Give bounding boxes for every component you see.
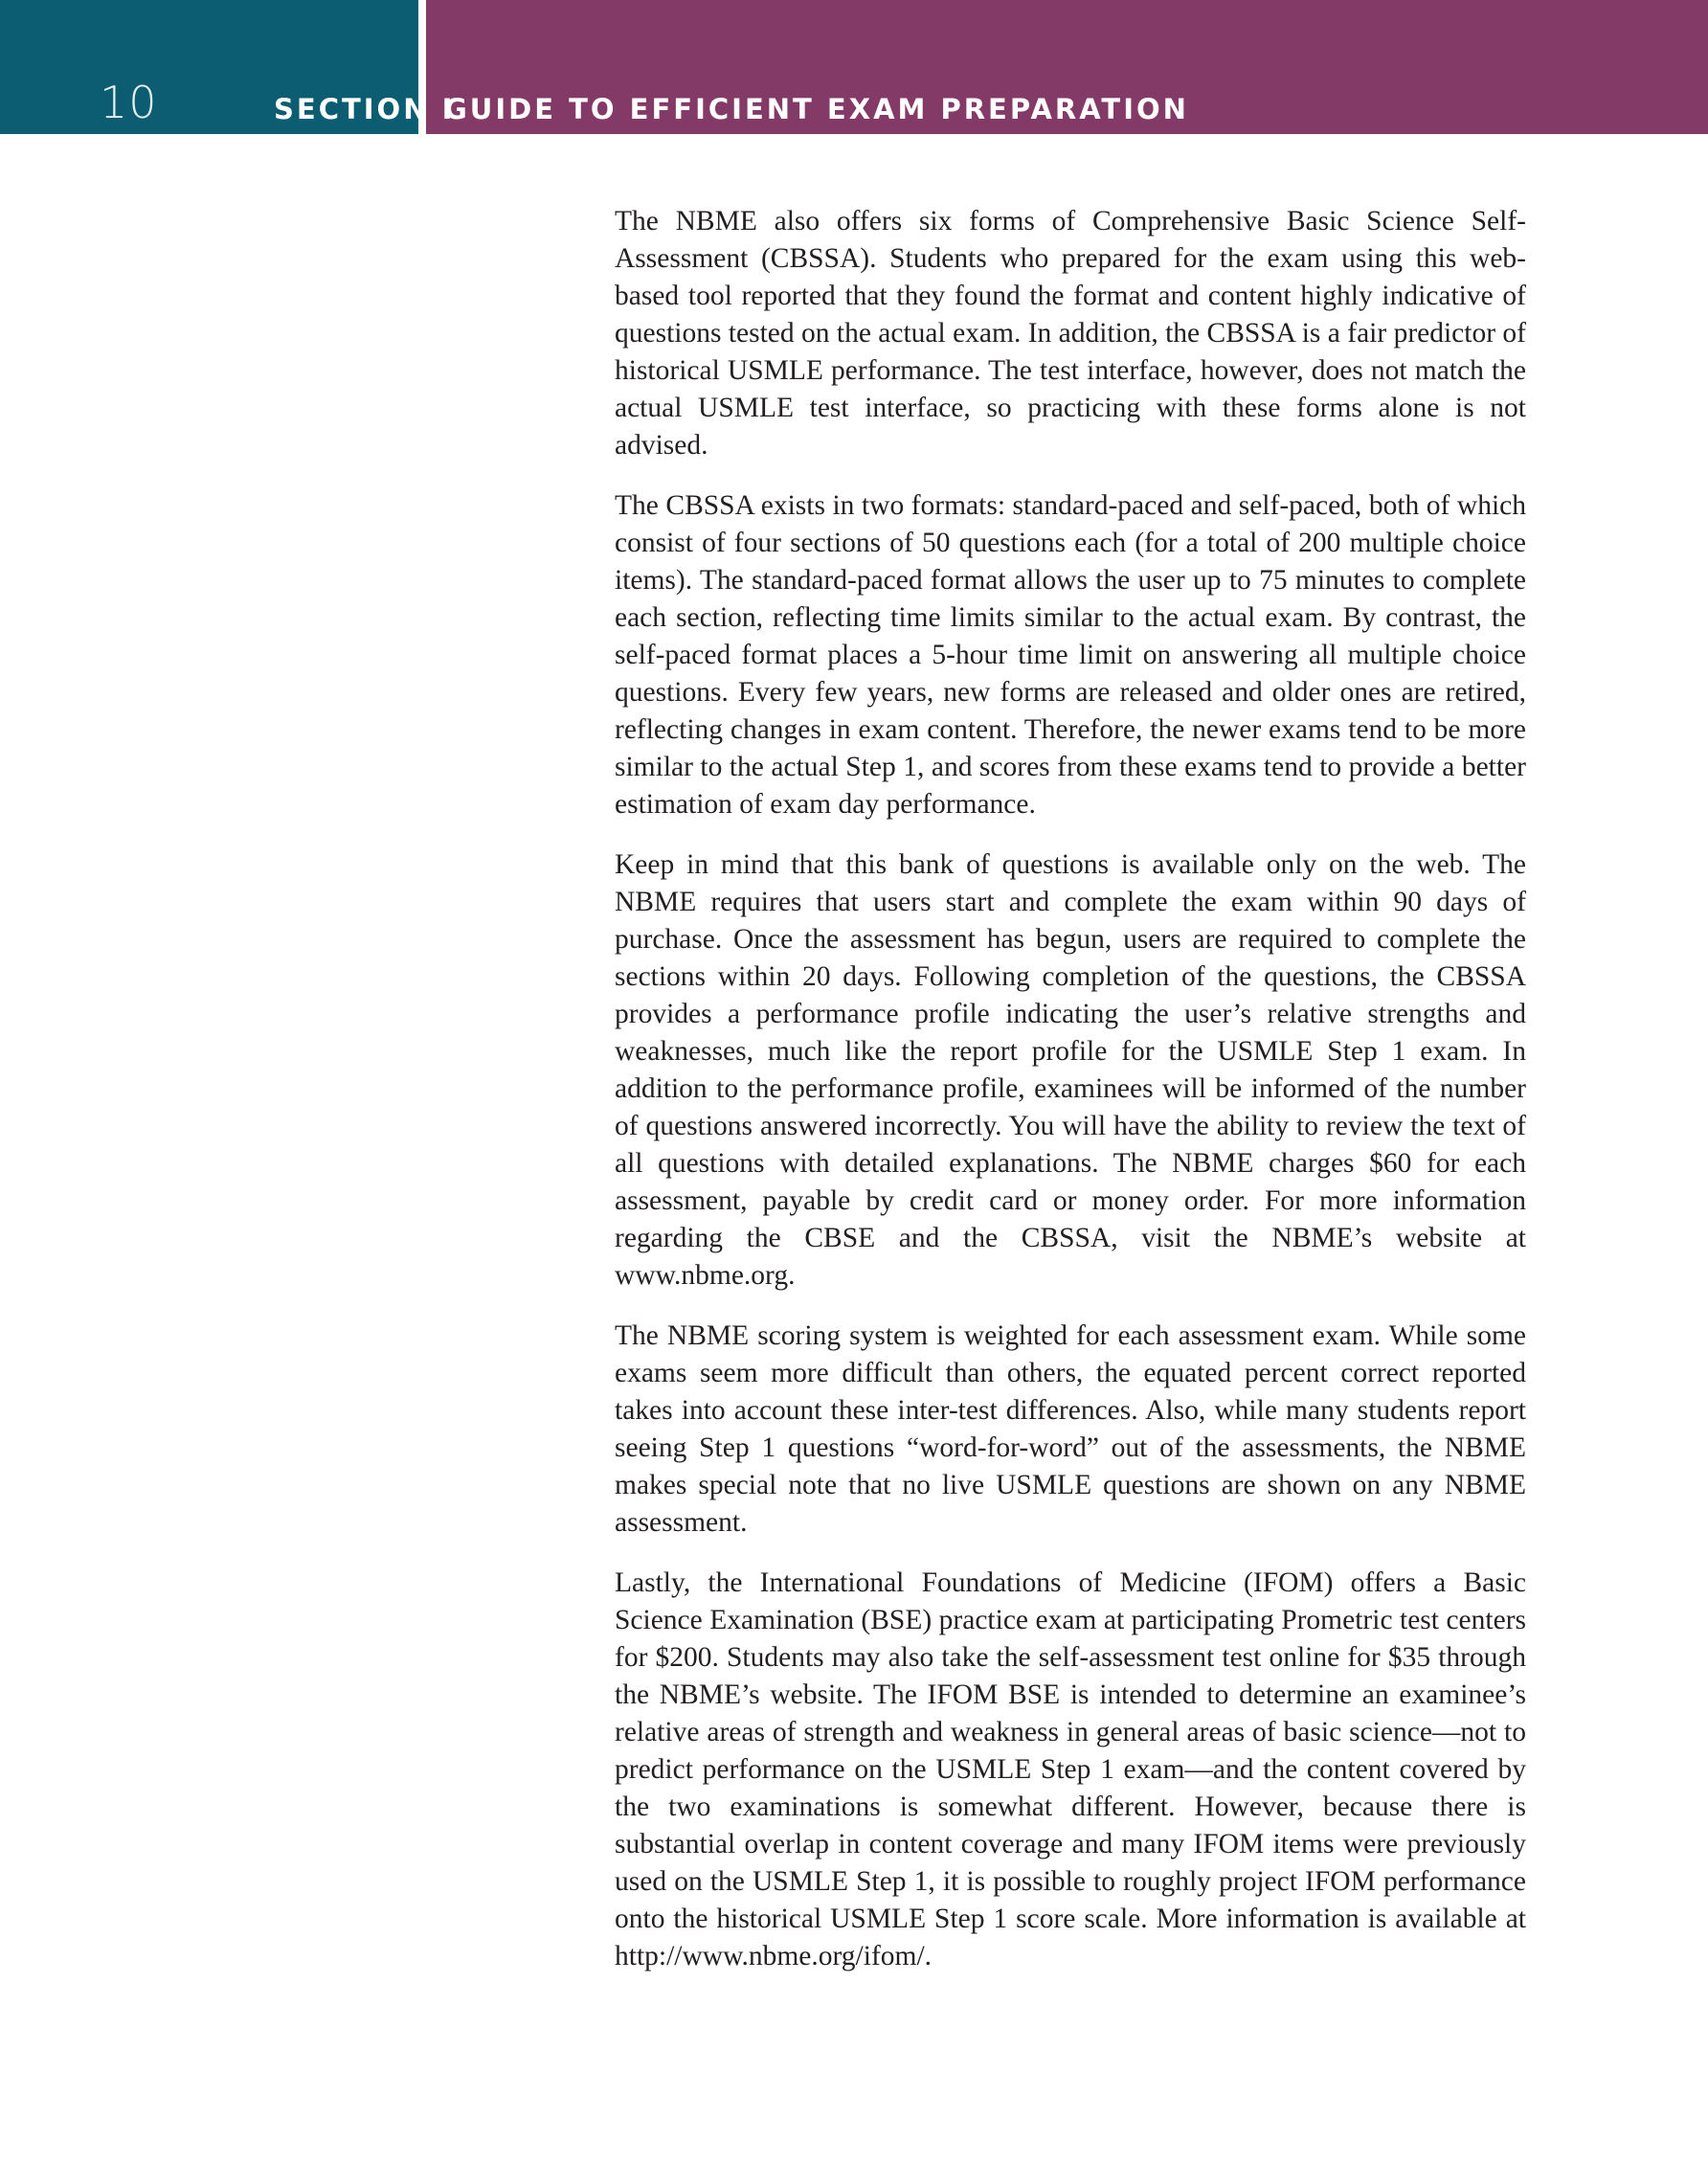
paragraph-ifom-bse: Lastly, the International Foundations of Medicine (IFOM) offers a Basic Science Examination (BSE) practice exam at participating Prometric test centers for $200. Students may also take the self-assessment test online for $35 through the NBME’s website. The IFOM BSE is intended to determine an examinee’s relative areas of strength and weakness in general areas of basic science—not to predict performance on the USMLE Step 1 exam—and the content covered by the two examinations is somewhat different. However, because there is substantial overlap in content coverage and many IFOM items were previously used on the USMLE Step 1, it is possible to roughly project IFOM performance onto the historical USMLE Step 1 score scale. More information is available at http://www.nbme.org/ifom/. bbox=[615, 1567, 1526, 1971]
paragraph-cbssa-web-access: Keep in mind that this bank of questions is available only on the web. The NBME requires that users start and complete the exam within 90 days of purchase. Once the assessment has begun, users are required to complete the sections within 20 days. Following completion of the questions, the CBSSA provides a performance profile indicating the user’s relative strengths and weaknesses, much like the report profile for the USMLE Step 1 exam. In addition to the performance profile, examinees will be informed of the number of questions answered incorrectly. You will have the ability to review the text of all questions with detailed explanations. The NBME charges $60 for each assessment, payable by credit card or money order. For more information regarding the CBSE and the CBSSA, visit the NBME’s website at www.nbme.org. bbox=[615, 849, 1526, 1291]
paragraph-cbssa-formats: The CBSSA exists in two formats: standard-paced and self-paced, both of which consist of four sections of 50 questions each (for a total of 200 multiple choice items). The standard-paced format allows the user up to 75 minutes to complete each section, reflecting time limits similar to the actual exam. By contrast, the self-paced format places a 5-hour time limit on answering all multiple choice questions. Every few years, new forms are released and older ones are retired, reflecting changes in exam content. Therefore, the newer exams tend to be more similar to the actual Step 1, and scores from these exams tend to provide a better estimation of exam day performance. bbox=[615, 490, 1526, 820]
page-number: 10 bbox=[100, 77, 158, 128]
paragraph-nbme-scoring: The NBME scoring system is weighted for each assessment exam. While some exams seem more difficult than others, the equated percent correct reported takes into account these inter-test differences. Also, while many students report seeing Step 1 questions “word-for-word” out of the assessments, the NBME makes special note that no live USMLE questions are shown on any NBME assessment. bbox=[615, 1320, 1526, 1538]
paragraph-cbssa-overview: The NBME also offers six forms of Comprehensive Basic Science Self-Assessment (CBSSA). Students who prepared for the exam using this web-based tool reported that they found the format and content highly indicative of questions tested on the actual exam. In addition, the CBSSA is a fair predictor of historical USMLE performance. The test interface, however, does not match the actual USMLE test interface, so practicing with these forms alone is not advised. bbox=[615, 206, 1526, 461]
page-header bbox=[0, 0, 1708, 134]
section-label: SECTION I bbox=[274, 93, 456, 125]
body-text bbox=[615, 203, 1526, 1998]
chapter-title: GUIDE TO EFFICIENT EXAM PREPARATION bbox=[444, 93, 1189, 125]
